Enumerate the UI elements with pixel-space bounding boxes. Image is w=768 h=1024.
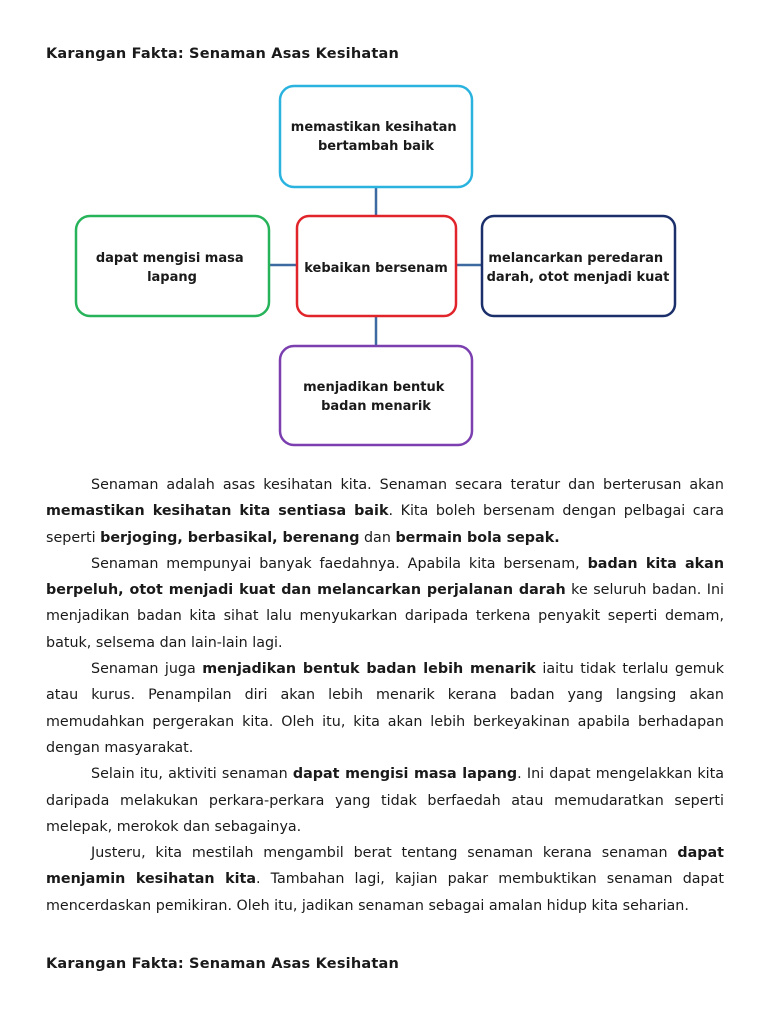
node-bottom-line-2: badan menarik [321,399,431,414]
node-top [280,86,472,187]
emphasis-text: memastikan kesihatan kita sentiasa baik [46,503,389,520]
essay-paragraph [46,551,724,656]
node-left [76,216,269,316]
emphasis-text: menjadikan bentuk badan lebih menarik [202,661,536,678]
essay-paragraph [46,761,724,840]
body-text: . Ini dapat mengelakkan kita daripada melakukan perkara-perkara yang tidak berfaedah atau memudaratkan seperti melepak, merokok dan sebagainya. [46,766,725,835]
node-center-line-1: kebaikan bersenam [304,261,448,276]
essay-paragraph [46,840,724,919]
node-bottom [280,346,472,445]
node-right-line-1: melancarkan peredaran [488,251,664,266]
body-text: iaitu tidak terlalu gemuk atau kurus. Penampilan diri akan lebih menarik kerana badan yang langsing akan memudahkan pergerakan kita. Oleh itu, kita akan lebih berkeyakinan apabila berhadapan dengan masyarakat. [46,661,725,756]
emphasis-text: berjoging, berbasikal, berenang [100,529,360,546]
svg-text:kebaikan bersenam [304,261,448,276]
node-right [482,216,675,316]
node-center [297,216,456,316]
node-top-line-1: memastikan kesihatan [290,120,457,135]
node-left-line-1: dapat mengisi masa [95,251,244,266]
body-text: ke seluruh badan. Ini menjadikan badan kita sihat lalu menyukarkan daripada terkena penyakit seperti demam, batuk, selsema dan lain-lain lagi. [46,582,724,651]
node-bottom-line-1: menjadikan bentuk [303,380,445,395]
node-left-line-2: lapang [147,270,197,285]
node-right-line-2: darah, otot menjadi kuat [486,270,670,285]
emphasis-text: bermain bola sepak. [395,529,560,546]
footer-title: Karangan Fakta: Senaman Asas Kesihatan [46,956,399,972]
emphasis-text: dapat mengisi masa lapang [292,766,518,783]
page-title: Karangan Fakta: Senaman Asas Kesihatan [46,46,399,62]
body-text: Justeru, kita mestilah mengambil berat tentang senaman kerana senaman [91,845,678,862]
essay-paragraph [46,656,724,761]
body-text: . Tambahan lagi, kajian pakar membuktikan senaman dapat mencerdaskan pemikiran. Oleh itu, jadikan senaman sebagai amalan hidup kita seharian. [46,871,724,914]
body-text: Selain itu, aktiviti senaman [91,766,293,783]
emphasis-text: badan kita akan berpeluh, otot menjadi kuat dan melancarkan perjalanan darah [46,555,724,599]
body-text: Senaman adalah asas kesihatan kita. Senaman secara teratur dan berterusan akan [91,477,724,493]
mind-map-diagram [0,80,768,455]
node-top-line-2: bertambah baik [317,139,435,154]
body-text: Senaman juga [91,661,203,678]
body-text: dan [359,529,396,546]
essay-paragraph [46,472,724,551]
body-text: . Kita boleh bersenam dengan pelbagai cara seperti [46,503,724,546]
emphasis-text: dapat menjamin kesihatan kita [46,845,724,888]
body-text: Senaman mempunyai banyak faedahnya. Apabila kita bersenam, [91,555,588,572]
essay-body [46,472,724,919]
